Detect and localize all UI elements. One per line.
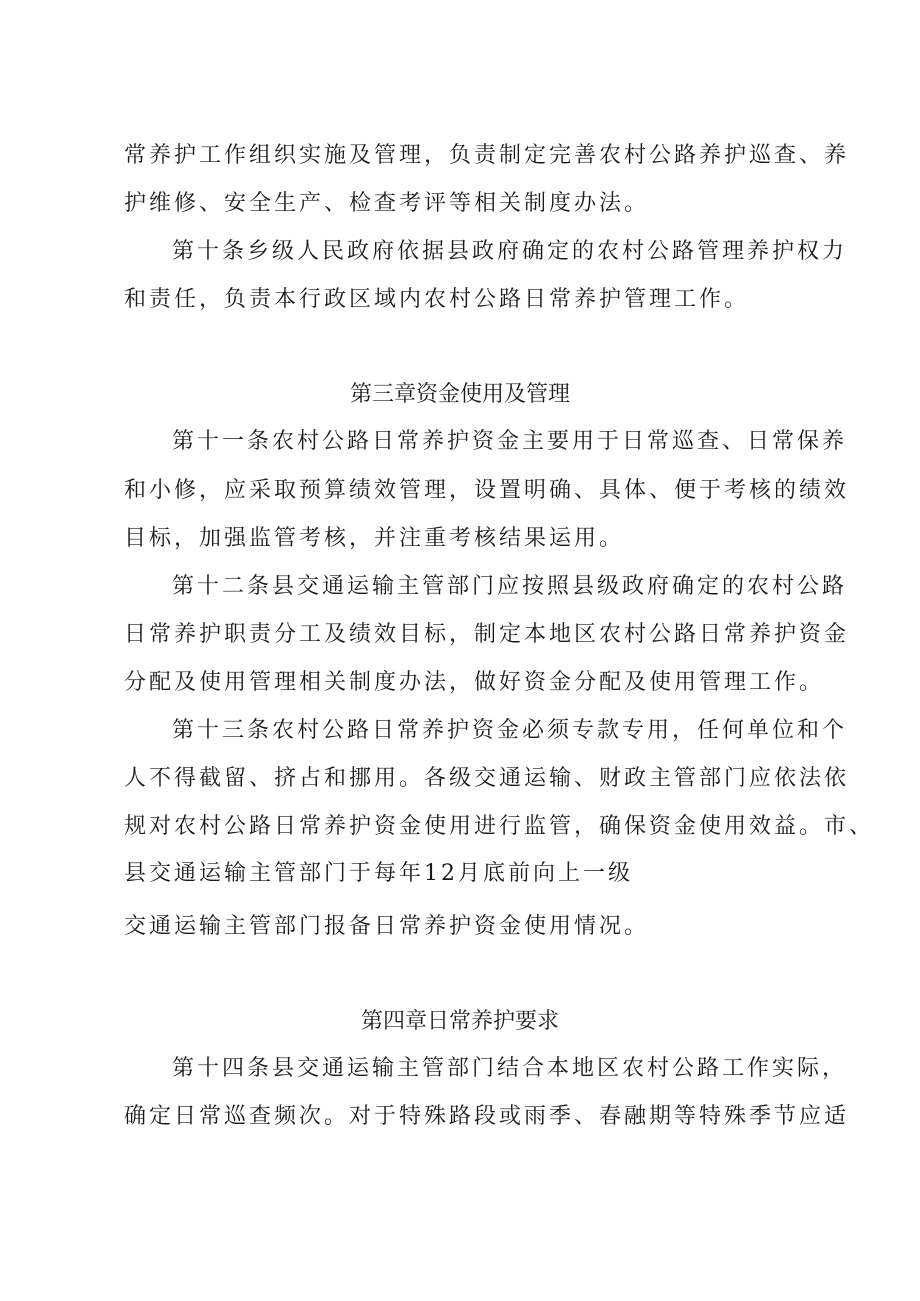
paragraph-line: 分配及使用管理相关制度办法，做好资金分配及使用管理工作。	[124, 670, 825, 695]
paragraph-line: 规对农村公路日常养护资金使用进行监管，确保资金使用效益。市、	[124, 814, 875, 839]
paragraph-line: 交通运输主管部门报备日常养护资金使用情况。	[124, 914, 650, 939]
chapter-4-heading: 第四章日常养护要求	[360, 1009, 559, 1034]
article-14-line: 第十四条县交通运输主管部门结合本地区农村公路工作实际，	[172, 1056, 848, 1081]
paragraph-line: 和小修，应采取预算绩效管理，设置明确、具体、便于考核的绩效	[124, 478, 850, 503]
paragraph-line: 人不得截留、挤占和挪用。各级交通运输、财政主管部门应依法依	[124, 766, 850, 791]
paragraph-line: 常养护工作组织实施及管理，负责制定完善农村公路养护巡查、养	[124, 143, 850, 168]
paragraph-line: 护维修、安全生产、检查考评等相关制度办法。	[124, 191, 650, 216]
paragraph-line: 县交通运输主管部门于每年12月底前向上一级	[124, 861, 633, 886]
paragraph-line: 确定日常巡查频次。对于特殊路段或雨季、春融期等特殊季节应适	[124, 1104, 850, 1129]
paragraph-line: 目标，加强监管考核，并注重考核结果运用。	[124, 526, 625, 551]
article-11-line: 第十一条农村公路日常养护资金主要用于日常巡查、日常保养	[172, 429, 848, 454]
article-10-line: 第十条乡级人民政府依据县政府确定的农村公路管理养护权力	[172, 239, 848, 264]
paragraph-line: 和责任，负责本行政区域内农村公路日常养护管理工作。	[124, 287, 750, 312]
article-12-line: 第十二条县交通运输主管部门应按照县级政府确定的农村公路	[172, 574, 848, 599]
paragraph-line: 日常养护职责分工及绩效目标，制定本地区农村公路日常养护资金	[124, 622, 850, 647]
article-13-line: 第十三条农村公路日常养护资金必须专款专用，任何单位和个	[172, 718, 848, 743]
chapter-3-heading: 第三章资金使用及管理	[349, 382, 570, 407]
